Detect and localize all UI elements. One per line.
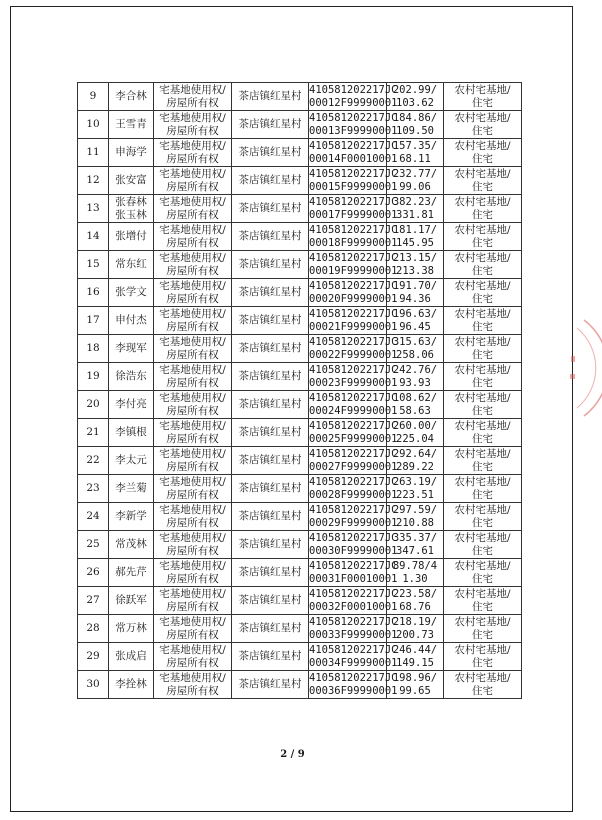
row-number: 10 (78, 111, 109, 139)
row-number: 9 (78, 83, 109, 111)
owner-name: 李镇根 (109, 419, 154, 447)
usage: 农村宅基地/ 住宅 (444, 615, 522, 643)
property-unit-code: 410581202217JC 00018F99990001 (309, 223, 398, 249)
table-row (78, 139, 522, 167)
area: 232.77/ 99.06 (387, 167, 444, 195)
usage: 农村宅基地/ 住宅 (444, 447, 522, 475)
location: 茶店镇红星村 (232, 363, 309, 391)
right-type: 宅基地使用权/ 房屋所有权 (154, 671, 232, 699)
owner-name: 李兰菊 (109, 475, 154, 503)
usage: 农村宅基地/ 住宅 (444, 587, 522, 615)
usage: 农村宅基地/ 住宅 (444, 643, 522, 671)
usage: 农村宅基地/ 住宅 (444, 363, 522, 391)
right-type: 宅基地使用权/ 房屋所有权 (154, 251, 232, 279)
usage: 农村宅基地/ 住宅 (444, 139, 522, 167)
right-type: 宅基地使用权/ 房屋所有权 (154, 643, 232, 671)
table-row (78, 195, 522, 223)
area: 89.78/4 1.30 (387, 559, 444, 587)
table-row (78, 447, 522, 475)
owner-name: 徐浩东 (109, 363, 154, 391)
row-number: 11 (78, 139, 109, 167)
right-type: 宅基地使用权/ 房屋所有权 (154, 139, 232, 167)
location: 茶店镇红星村 (232, 615, 309, 643)
owner-name: 张学文 (109, 279, 154, 307)
table-row (78, 587, 522, 615)
area: 242.76/ 93.93 (387, 363, 444, 391)
owner-name: 郝先芹 (109, 559, 154, 587)
right-type: 宅基地使用权/ 房屋所有权 (154, 531, 232, 559)
page-number: 2 / 9 (280, 749, 305, 760)
row-number: 12 (78, 167, 109, 195)
owner-name: 王雪青 (109, 111, 154, 139)
owner-name: 常东红 (109, 251, 154, 279)
area: 202.99/ 103.62 (387, 83, 444, 111)
usage: 农村宅基地/ 住宅 (444, 475, 522, 503)
table-row (78, 391, 522, 419)
usage: 农村宅基地/ 住宅 (444, 167, 522, 195)
owner-name: 李新学 (109, 503, 154, 531)
location: 茶店镇红星村 (232, 279, 309, 307)
right-type: 宅基地使用权/ 房屋所有权 (154, 475, 232, 503)
right-type: 宅基地使用权/ 房屋所有权 (154, 167, 232, 195)
right-type: 宅基地使用权/ 房屋所有权 (154, 195, 232, 223)
property-unit-code: 410581202217JC 00019F99990001 (309, 251, 398, 277)
property-unit-code: 410581202217JC 00029F99990001 (309, 503, 398, 529)
location: 茶店镇红星村 (232, 419, 309, 447)
right-type: 宅基地使用权/ 房屋所有权 (154, 335, 232, 363)
owner-name: 李拴林 (109, 671, 154, 699)
location: 茶店镇红星村 (232, 587, 309, 615)
table-row (78, 363, 522, 391)
owner-name: 张增付 (109, 223, 154, 251)
property-unit-code: 410581202217JC 00027F99990001 (309, 447, 398, 473)
row-number: 17 (78, 307, 109, 335)
usage: 农村宅基地/ 住宅 (444, 111, 522, 139)
location: 茶店镇红星村 (232, 83, 309, 111)
table-row (78, 503, 522, 531)
row-number: 29 (78, 643, 109, 671)
location: 茶店镇红星村 (232, 223, 309, 251)
row-number: 15 (78, 251, 109, 279)
area: 198.96/ 99.65 (387, 671, 444, 699)
location: 茶店镇红星村 (232, 391, 309, 419)
property-unit-code: 410581202217JC 00031F00010001 (309, 559, 398, 585)
property-unit-code: 410581202217JC 00020F99990001 (309, 279, 398, 305)
usage: 农村宅基地/ 住宅 (444, 335, 522, 363)
location: 茶店镇红星村 (232, 335, 309, 363)
right-type: 宅基地使用权/ 房屋所有权 (154, 587, 232, 615)
area: 263.19/ 223.51 (387, 475, 444, 503)
owner-name: 李现军 (109, 335, 154, 363)
right-type: 宅基地使用权/ 房屋所有权 (154, 83, 232, 111)
table-row (78, 475, 522, 503)
property-unit-code: 410581202217JC 00033F99990001 (309, 615, 398, 641)
row-number: 28 (78, 615, 109, 643)
table-row (78, 531, 522, 559)
location: 茶店镇红星村 (232, 475, 309, 503)
area: 297.59/ 210.88 (387, 503, 444, 531)
area: 108.62/ 58.63 (387, 391, 444, 419)
owner-name: 李太元 (109, 447, 154, 475)
row-number: 14 (78, 223, 109, 251)
table-row (78, 279, 522, 307)
property-unit-code: 410581202217JC 00015F99990001 (309, 167, 398, 193)
row-number: 13 (78, 195, 109, 223)
table-row (78, 307, 522, 335)
area: 196.63/ 96.45 (387, 307, 444, 335)
table-row (78, 559, 522, 587)
property-unit-code: 410581202217JC 00014F00010001 (309, 139, 398, 165)
location: 茶店镇红星村 (232, 167, 309, 195)
location: 茶店镇红星村 (232, 251, 309, 279)
area: 181.17/ 145.95 (387, 223, 444, 251)
table-row (78, 643, 522, 671)
area: 157.35/ 68.11 (387, 139, 444, 167)
usage: 农村宅基地/ 住宅 (444, 223, 522, 251)
table-row (78, 671, 522, 699)
property-unit-code: 410581202217JC 00024F99990001 (309, 391, 398, 417)
row-number: 18 (78, 335, 109, 363)
property-unit-code: 410581202217JC 00025F99990001 (309, 419, 398, 445)
location: 茶店镇红星村 (232, 503, 309, 531)
area: 246.44/ 149.15 (387, 643, 444, 671)
table-row (78, 111, 522, 139)
table-row (78, 223, 522, 251)
owner-name: 李合林 (109, 83, 154, 111)
right-type: 宅基地使用权/ 房屋所有权 (154, 391, 232, 419)
area: 184.86/ 109.50 (387, 111, 444, 139)
owner-name: 张安富 (109, 167, 154, 195)
usage: 农村宅基地/ 住宅 (444, 503, 522, 531)
property-unit-code: 410581202217JC 00022F99990001 (309, 335, 398, 361)
location: 茶店镇红星村 (232, 643, 309, 671)
table-row (78, 251, 522, 279)
row-number: 27 (78, 587, 109, 615)
row-number: 22 (78, 447, 109, 475)
right-type: 宅基地使用权/ 房屋所有权 (154, 223, 232, 251)
table-row (78, 615, 522, 643)
location: 茶店镇红星村 (232, 307, 309, 335)
table-body (78, 83, 522, 699)
property-unit-code: 410581202217JC 00028F99990001 (309, 475, 398, 501)
owner-name: 徐跃军 (109, 587, 154, 615)
row-number: 19 (78, 363, 109, 391)
usage: 农村宅基地/ 住宅 (444, 195, 522, 223)
table-row (78, 419, 522, 447)
usage: 农村宅基地/ 住宅 (444, 559, 522, 587)
row-number: 26 (78, 559, 109, 587)
usage: 农村宅基地/ 住宅 (444, 307, 522, 335)
right-type: 宅基地使用权/ 房屋所有权 (154, 307, 232, 335)
row-number: 30 (78, 671, 109, 699)
owner-name: 申海学 (109, 139, 154, 167)
property-unit-code: 410581202217JC 00036F99990001 (309, 671, 398, 697)
row-number: 16 (78, 279, 109, 307)
owner-name: 常万林 (109, 615, 154, 643)
property-unit-code: 410581202217JC 00030F99990001 (309, 531, 398, 557)
area: 213.15/ 213.38 (387, 251, 444, 279)
usage: 农村宅基地/ 住宅 (444, 391, 522, 419)
row-number: 25 (78, 531, 109, 559)
table-row (78, 83, 522, 111)
area: 191.70/ 94.36 (387, 279, 444, 307)
area: 292.64/ 289.22 (387, 447, 444, 475)
usage: 农村宅基地/ 住宅 (444, 83, 522, 111)
property-unit-code: 410581202217JC 00012F99990001 (309, 83, 398, 109)
owner-name: 申付杰 (109, 307, 154, 335)
property-unit-code: 410581202217JC 00017F99990001 (309, 195, 398, 221)
property-unit-code: 410581202217JC 00021F99990001 (309, 307, 398, 333)
location: 茶店镇红星村 (232, 139, 309, 167)
location: 茶店镇红星村 (232, 447, 309, 475)
property-unit-code: 410581202217JC 00013F99990001 (309, 111, 398, 137)
right-type: 宅基地使用权/ 房屋所有权 (154, 503, 232, 531)
owner-name: 张春林 张玉林 (109, 195, 154, 223)
usage: 农村宅基地/ 住宅 (444, 419, 522, 447)
usage: 农村宅基地/ 住宅 (444, 671, 522, 699)
usage: 农村宅基地/ 住宅 (444, 279, 522, 307)
area: 260.00/ 225.04 (387, 419, 444, 447)
right-type: 宅基地使用权/ 房屋所有权 (154, 111, 232, 139)
property-unit-code: 410581202217JC 00032F00010001 (309, 587, 398, 613)
usage: 农村宅基地/ 住宅 (444, 251, 522, 279)
right-type: 宅基地使用权/ 房屋所有权 (154, 447, 232, 475)
row-number: 23 (78, 475, 109, 503)
table-row (78, 335, 522, 363)
table-row (78, 167, 522, 195)
row-number: 20 (78, 391, 109, 419)
area: 315.63/ 258.06 (387, 335, 444, 363)
area: 223.58/ 68.76 (387, 587, 444, 615)
location: 茶店镇红星村 (232, 559, 309, 587)
owner-name: 李付亮 (109, 391, 154, 419)
red-seal-edge (568, 318, 602, 418)
right-type: 宅基地使用权/ 房屋所有权 (154, 615, 232, 643)
location: 茶店镇红星村 (232, 531, 309, 559)
property-unit-code: 410581202217JC 00023F99990001 (309, 363, 398, 389)
row-number: 24 (78, 503, 109, 531)
area: 218.19/ 200.73 (387, 615, 444, 643)
location: 茶店镇红星村 (232, 111, 309, 139)
right-type: 宅基地使用权/ 房屋所有权 (154, 419, 232, 447)
location: 茶店镇红星村 (232, 671, 309, 699)
location: 茶店镇红星村 (232, 195, 309, 223)
right-type: 宅基地使用权/ 房屋所有权 (154, 279, 232, 307)
area: 335.37/ 347.61 (387, 531, 444, 559)
right-type: 宅基地使用权/ 房屋所有权 (154, 559, 232, 587)
property-unit-code: 410581202217JC 00034F99990001 (309, 643, 398, 669)
usage: 农村宅基地/ 住宅 (444, 531, 522, 559)
owner-name: 张成启 (109, 643, 154, 671)
area: 382.23/ 331.81 (387, 195, 444, 223)
row-number: 21 (78, 419, 109, 447)
right-type: 宅基地使用权/ 房屋所有权 (154, 363, 232, 391)
registration-table (77, 82, 522, 699)
owner-name: 常茂林 (109, 531, 154, 559)
